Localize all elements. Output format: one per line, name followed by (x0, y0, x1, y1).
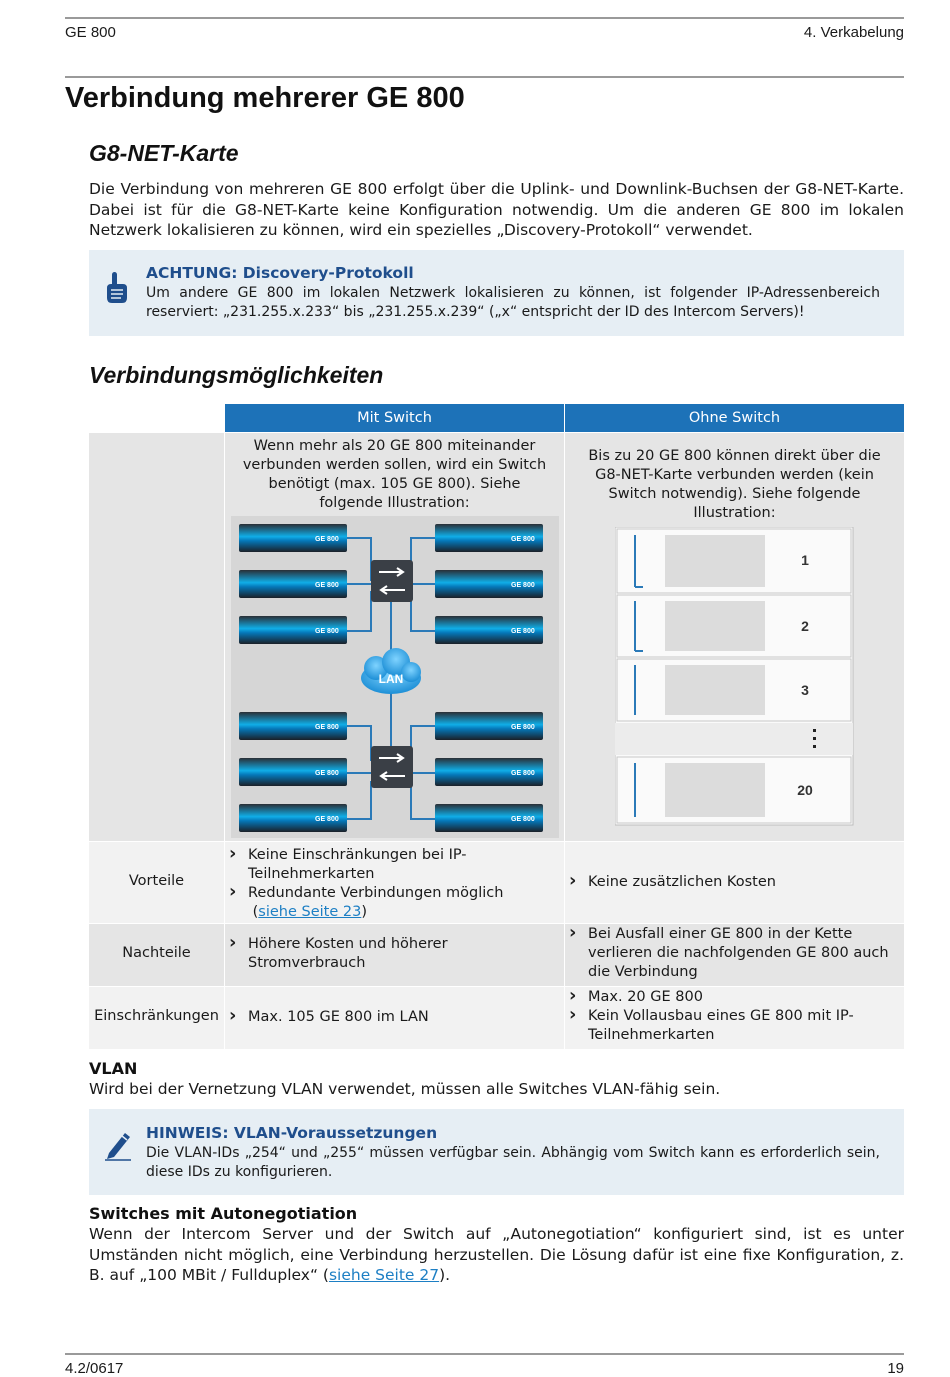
stack-number: 1 (801, 552, 809, 568)
list-item: › Redundante Verbindungen möglich (siehe Seite 23) (229, 884, 549, 922)
desc-with-switch: Wenn mehr als 20 GE 800 miteinander verbunden werden sollen, wird ein Switch benötigt (max. 105 GE 800). Siehe folgende Illustration: (242, 438, 547, 511)
vlan-paragraph: Wird bei der Vernetzung VLAN verwendet, müssen alle Switches VLAN-fähig sein. (89, 1080, 721, 1098)
device-label: GE 800 (315, 628, 339, 635)
cell-nachteile-with (225, 924, 564, 986)
list-item: › Max. 20 GE 800 (569, 988, 869, 1007)
device-label: GE 800 (315, 816, 339, 823)
header-chapter: 4. Verkabelung (803, 24, 904, 41)
section-g8net-paragraph: Die Verbindung von mehreren GE 800 erfolgt über die Uplink- und Downlink-Buchsen der G8-NET-Karte. Dabei ist für die G8-NET-Karte keine Konfiguration notwendig. Um die anderen GE 800 im lokalen Netzwerk lokalisieren zu können, wird ein spezielles „Discovery-Protokoll“ verwendet. (89, 180, 904, 239)
switch-network-illustration (231, 516, 559, 838)
section-heading-connections: Verbindungsmöglichkeiten (89, 362, 384, 388)
switch-icon (371, 746, 413, 788)
device-label: GE 800 (511, 628, 535, 635)
device-label: GE 800 (511, 582, 535, 589)
note-vlan-title: HINWEIS: VLAN-Voraussetzungen (146, 1124, 438, 1142)
device-label: GE 800 (315, 582, 339, 589)
switch-icon (371, 560, 413, 602)
stack-number: 20 (797, 782, 813, 798)
link-page-27[interactable]: siehe Seite 27 (328, 1266, 440, 1284)
list-item: › Kein Vollausbau eines GE 800 mit IP-Teilnehmerkarten (569, 1007, 869, 1045)
cell-nachteile-without (565, 924, 904, 986)
device-label: GE 800 (511, 724, 535, 731)
row-label-vorteile: Vorteile (128, 873, 185, 889)
device-label: GE 800 (511, 770, 535, 777)
list-item: › Keine Einschränkungen bei IP-Teilnehmerkarten (229, 846, 549, 884)
note-discovery (89, 250, 904, 336)
cell-einschraenkungen-without (565, 987, 904, 1049)
vlan-heading: VLAN (89, 1059, 138, 1078)
cell-without-switch-illustration (565, 433, 904, 841)
list-item: › Max. 105 GE 800 im LAN (229, 1008, 549, 1027)
note-vlan (89, 1109, 904, 1195)
note-vlan-text: Die VLAN-IDs „254“ und „255“ müssen verfügbar sein. Abhängig vom Switch kann es erforderlich sein, diese IDs zu konfigurieren. (146, 1145, 880, 1180)
lan-label: LAN (378, 672, 404, 686)
row-label-einschraenkungen: Einschränkungen (94, 1008, 219, 1024)
device-label: GE 800 (315, 770, 339, 777)
device-label: GE 800 (511, 536, 535, 543)
col-header-with-switch: Mit Switch (225, 404, 564, 432)
footer-page-number: 19 (887, 1360, 904, 1377)
section-heading-g8net: G8-NET-Karte (89, 140, 239, 166)
device-label: GE 800 (511, 816, 535, 823)
note-discovery-title: ACHTUNG: Discovery-Protokoll (146, 264, 414, 282)
header-rule (65, 17, 904, 19)
list-item: › Bei Ausfall einer GE 800 in der Kette verlieren die nachfolgenden GE 800 auch die Verbindung (569, 925, 895, 982)
autoneg-heading: Switches mit Autonegotiation (89, 1204, 358, 1223)
cell-vorteile-with (225, 842, 564, 923)
footer-version: 4.2/0617 (65, 1360, 124, 1377)
desc-without-switch: Bis zu 20 GE 800 können direkt über die G8-NET-Karte verbunden werden (kein Switch notwendig). Siehe folgende Illustration: (588, 448, 881, 521)
footer-rule (65, 1353, 904, 1355)
pointing-hand-icon (103, 270, 129, 310)
stack-number: 3 (801, 682, 809, 698)
chain-stack-illustration (615, 527, 855, 827)
cell-with-switch-illustration (225, 433, 564, 841)
link-page-23[interactable]: siehe Seite 23 (258, 904, 362, 920)
page-title: Verbindung mehrerer GE 800 (65, 82, 465, 114)
cell-einschraenkungen-with (225, 987, 564, 1049)
row-label-nachteile: Nachteile (122, 945, 191, 961)
title-rule (65, 76, 904, 78)
note-discovery-text: Um andere GE 800 im lokalen Netzwerk lokalisieren zu können, ist folgender IP-Adressenbereich reserviert: „231.255.x.233“ bis „231.255.x.239“ („x“ entspricht der ID des Intercom Servers)! (146, 285, 880, 320)
device-label: GE 800 (315, 536, 339, 543)
autoneg-paragraph: Wenn der Intercom Server und der Switch auf „Autonegotiation“ konfiguriert sind, ist es unter Umständen nicht möglich, eine Verbindung herzustellen. Die Lösung dafür ist eine fixe Konfiguration, z. B. auf „100 MBit / Fullduplex“ (siehe Seite 27). (89, 1225, 904, 1284)
col-header-without-switch: Ohne Switch (565, 404, 904, 432)
row-einschraenkungen-label-cell (89, 987, 224, 1049)
row-label-empty (89, 433, 224, 841)
header-product: GE 800 (65, 24, 116, 41)
row-nachteile-label-cell (89, 924, 224, 986)
pencil-icon (103, 1127, 133, 1165)
row-vorteile-label-cell (89, 842, 224, 923)
ellipsis-dots-icon (813, 729, 816, 748)
stack-number: 2 (801, 618, 809, 634)
device-label: GE 800 (315, 724, 339, 731)
list-item: › Höhere Kosten und höherer Stromverbrauch (229, 935, 489, 973)
cell-vorteile-without (565, 842, 904, 923)
list-item: › Keine zusätzlichen Kosten (569, 873, 889, 892)
